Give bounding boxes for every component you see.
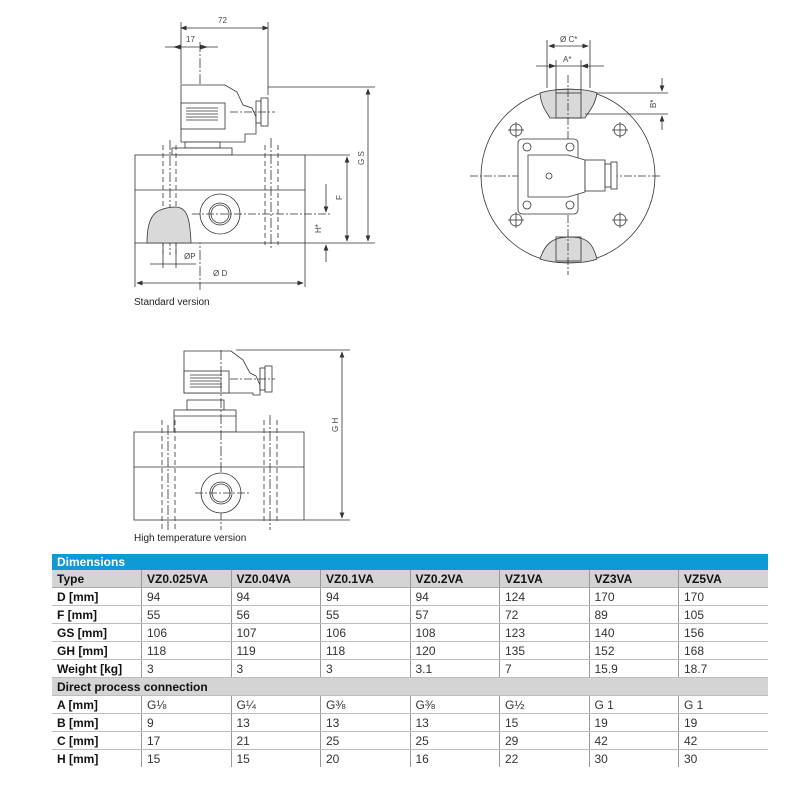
cell: 20 [321, 750, 411, 768]
row-label: Weight [kg] [52, 660, 142, 678]
dim-a-label: A* [563, 55, 572, 64]
cell: 55 [321, 606, 411, 624]
cell: G⅛ [142, 696, 232, 714]
cell: 21 [231, 732, 321, 750]
cell: G½ [500, 696, 590, 714]
cell: 108 [410, 624, 500, 642]
column-header: VZ0.2VA [410, 570, 500, 588]
table-row [52, 606, 768, 624]
cell: 135 [500, 642, 590, 660]
cell: 123 [500, 624, 590, 642]
table-title-row [52, 554, 768, 570]
row-label: B [mm] [52, 714, 142, 732]
row-label: H [mm] [52, 750, 142, 768]
dim-p-label: ØP [184, 252, 196, 261]
column-header: VZ5VA [679, 570, 769, 588]
column-header: VZ0.04VA [231, 570, 321, 588]
cell: G⅜ [410, 696, 500, 714]
table-row [52, 696, 768, 714]
table-header-row [52, 570, 768, 588]
row-label: GS [mm] [52, 624, 142, 642]
cell: 3 [142, 660, 232, 678]
cell: 25 [321, 732, 411, 750]
table-row [52, 660, 768, 678]
cell: 3.1 [410, 660, 500, 678]
cell: 42 [679, 732, 769, 750]
table-row [52, 750, 768, 768]
dim-17-label: 17 [186, 35, 195, 44]
cell: 106 [321, 624, 411, 642]
cell: 170 [679, 588, 769, 606]
column-header: VZ1VA [500, 570, 590, 588]
dim-b-label: B* [649, 99, 658, 108]
cell: 94 [142, 588, 232, 606]
cell: 105 [679, 606, 769, 624]
cell: 170 [589, 588, 679, 606]
cell: 42 [589, 732, 679, 750]
dim-gs-label: G S [357, 151, 366, 165]
cell: 9 [142, 714, 232, 732]
dim-c-label: Ø C* [560, 35, 578, 44]
cell: 17 [142, 732, 232, 750]
cell: 15 [142, 750, 232, 768]
cell: 19 [589, 714, 679, 732]
cell: 15 [500, 714, 590, 732]
cell: 120 [410, 642, 500, 660]
section-header-row [52, 678, 768, 696]
dim-d-label: Ø D [213, 269, 228, 278]
row-label: GH [mm] [52, 642, 142, 660]
dim-72-label: 72 [218, 16, 227, 25]
cell: 15 [231, 750, 321, 768]
cell: 30 [589, 750, 679, 768]
cell: 72 [500, 606, 590, 624]
cell: G⅜ [321, 696, 411, 714]
cell: 57 [410, 606, 500, 624]
row-label: A [mm] [52, 696, 142, 714]
caption-standard-version: Standard version [134, 297, 210, 308]
row-label: D [mm] [52, 588, 142, 606]
cell: 119 [231, 642, 321, 660]
cell: 3 [231, 660, 321, 678]
column-header: VZ0.1VA [321, 570, 411, 588]
cell: 25 [410, 732, 500, 750]
dimensions-table [52, 554, 768, 767]
cell: 124 [500, 588, 590, 606]
cell: 118 [142, 642, 232, 660]
cell: 94 [321, 588, 411, 606]
row-label: F [mm] [52, 606, 142, 624]
cell: 19 [679, 714, 769, 732]
cell: 55 [142, 606, 232, 624]
cell: 30 [684, 751, 698, 766]
table-row [52, 642, 768, 660]
section-title: Direct process connection [52, 678, 768, 696]
cell: 18.7 [679, 660, 769, 678]
column-header: Type [52, 570, 142, 588]
table-row [52, 624, 768, 642]
cell: 13 [410, 714, 500, 732]
table-row [52, 714, 768, 732]
cell: 140 [589, 624, 679, 642]
dim-f-label: F [335, 195, 344, 200]
cell: 106 [142, 624, 232, 642]
cell: 152 [589, 642, 679, 660]
top-view-drawing [470, 35, 668, 275]
dim-gh-label: G H [331, 417, 340, 432]
cell: 29 [500, 732, 590, 750]
table-row [52, 588, 768, 606]
cell: 89 [589, 606, 679, 624]
cell: 22 [500, 750, 590, 768]
column-header: VZ3VA [589, 570, 679, 588]
dim-h-label: H* [314, 224, 323, 233]
cell: 13 [231, 714, 321, 732]
cell: 3 [321, 660, 411, 678]
cell: 16 [410, 750, 500, 768]
column-header: VZ0.025VA [142, 570, 232, 588]
caption-high-temperature-version: High temperature version [134, 533, 247, 544]
cell: 13 [321, 714, 411, 732]
row-label: C [mm] [52, 732, 142, 750]
standard-version-drawing [135, 16, 375, 290]
cell: G 1 [589, 696, 679, 714]
cell: 168 [679, 642, 769, 660]
table-row [52, 732, 768, 750]
high-temperature-drawing [134, 350, 350, 530]
cell: 107 [231, 624, 321, 642]
cell: 118 [321, 642, 411, 660]
table-title: Dimensions [52, 554, 768, 570]
cell: 94 [231, 588, 321, 606]
cell: 94 [410, 588, 500, 606]
cell: G¼ [231, 696, 321, 714]
cell: 156 [679, 624, 769, 642]
cell: 56 [231, 606, 321, 624]
cell: 7 [500, 660, 590, 678]
cell: G 1 [679, 696, 769, 714]
cell: 15.9 [589, 660, 679, 678]
